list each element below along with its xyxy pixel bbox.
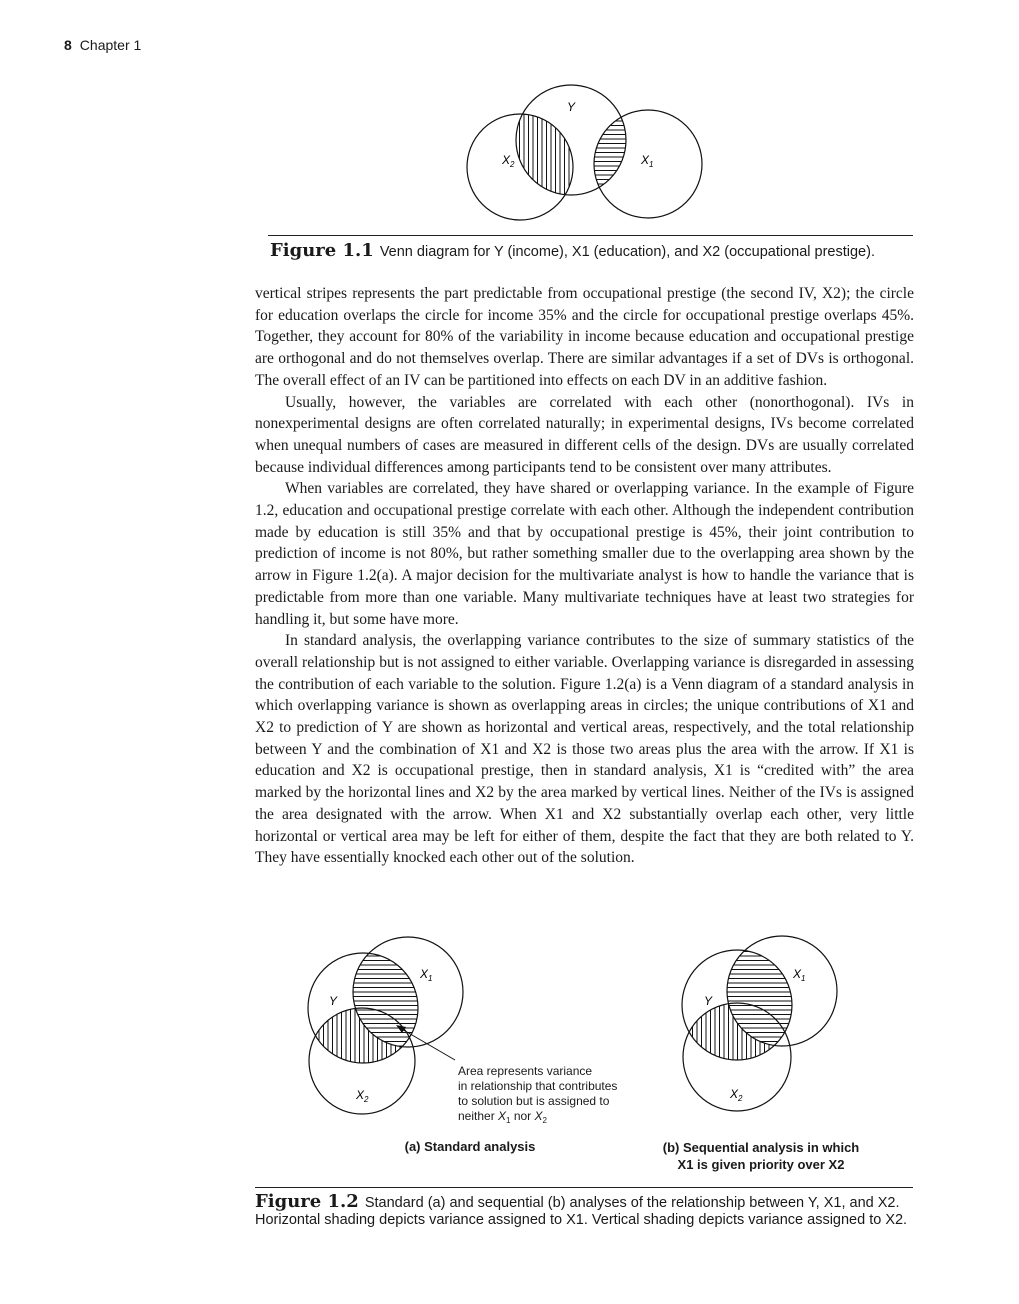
panel-b-sequential-analysis <box>682 936 837 1111</box>
panel-a-annotation <box>458 1064 621 1108</box>
panel-b-label-x1: $X_1$ <box>793 967 806 983</box>
panel-a-label-x1: $X_1$ <box>420 967 433 983</box>
figure-1-2-caption-label: Figure 1.2 <box>255 1191 359 1212</box>
paragraph-4: In standard analysis, the overlapping variance contributes to the size of summary statistics of the overall relationship but is not assigned to either variable. Overlapping variance is disregarded in assessing the contribution of each variable to the solution. Figure 1.2(a) is a Venn diagram of a standard analysis in which overlapping variance is shown as overlapping areas in circles; the unique contributions of X1 and X2 to prediction of Y are shown as horizontal and vertical areas, respectively, and the total relationship between Y and the combination of X1 and X2 is those two areas plus the area with the arrow. If X1 is education and X2 is occupational prestige, then in standard analysis, X1 is “credited with” the area marked by the horizontal lines and X2 by the area marked by vertical lines. Neither of the IVs is assigned the area designated with the arrow. When X1 and X2 substantially overlap each other, very little horizontal or vertical area may be left for either of them, despite the fact that they are both related to Y. They have essentially knocked each other out of the solution. <box>255 632 914 867</box>
panel-a-arrow-line <box>400 1028 455 1060</box>
page-header <box>64 37 141 53</box>
panel-a-standard-analysis <box>308 937 621 1125</box>
panel-b-label-x2: $X_2$ <box>730 1087 743 1103</box>
label-x1: $X_1$ <box>641 153 654 169</box>
paragraph-3: When variables are correlated, they have shared or overlapping variance. In the example of Figure 1.2, education and occupational prestige correlate with each other. Although the independent contribution made by education is still 35% and that by occupational prestige is 45%, their joint contribution to prediction of income is not 80%, but rather something smaller due to the overlapping area shown by the arrow in Figure 1.2(a). A major decision for the multivariate analyst is how to handle the variance that is predictable from more than one variable. Many multivariate techniques have at least two strategies for handling it, but some have more. <box>255 480 914 628</box>
chapter-label: Chapter 1 <box>79 37 142 53</box>
figure-1-1-rule <box>268 235 913 236</box>
figure-1-2-rule <box>255 1187 913 1188</box>
figure-1-1-caption-text: Venn diagram for Y (income), X1 (education), and X2 (occupational prestige). <box>379 244 875 260</box>
annotation-line-3: to solution but is assigned to <box>458 1094 610 1108</box>
panel-b-subcaption-line-2: X1 is given priority over X2 <box>677 1157 845 1172</box>
figure-1-2-caption-text: Standard (a) and sequential (b) analyses of the relationship between Y, X1, and X2. Horizontal shading depicts variance assigned to X1. Vertical shading depicts variance assigned to X2. <box>255 1195 908 1228</box>
figure-1-1-caption <box>270 240 920 261</box>
page-number: 8 <box>64 37 72 53</box>
panel-a-label-y: Y <box>329 994 338 1008</box>
annotation-line-2: in relationship that contributes <box>458 1079 618 1093</box>
figure-1-1-caption-label: Figure 1.1 <box>270 240 374 261</box>
figure-1-1-venn-diagram <box>460 84 710 224</box>
label-x2: $X_2$ <box>502 153 515 169</box>
annotation-line-1: Area represents variance <box>458 1064 593 1078</box>
panel-b-label-y: Y <box>704 994 713 1008</box>
panel-a-label-x2: $X_2$ <box>356 1088 369 1104</box>
panel-a-subcaption: (a) Standard analysis <box>404 1139 536 1154</box>
figure-1-2-caption <box>255 1193 915 1229</box>
paragraph-2: Usually, however, the variables are correlated with each other (nonorthogonal). IVs in nonexperimental designs are often correlated naturally; in experimental designs, IVs become correlated when unequal numbers of cases are measured in different cells of the design. DVs are usually correlated because individual differences among participants tend to be consistent over many attributes. <box>255 393 914 476</box>
paragraph-1: vertical stripes represents the part predictable from occupational prestige (the second IV, X2); the circle for education overlaps the circle for income 35% and the circle for occupational prestige overlaps 45%. Together, they account for 80% of the variability in income because education and occupational prestige are orthogonal and do not themselves overlap. There are similar advantages if a set of DVs is orthogonal. The overall effect of an IV can be partitioned into effects on each DV in an additive fashion. <box>255 285 914 389</box>
body-text <box>255 283 914 869</box>
figure-1-2-venn-diagrams <box>300 928 860 1138</box>
panel-b-subcaption <box>646 1139 876 1173</box>
label-y: Y <box>567 100 576 114</box>
panel-b-subcaption-line-1: (b) Sequential analysis in which <box>662 1140 860 1155</box>
annotation-line-4: neither $X_1$ nor $X_2$ <box>458 1109 547 1125</box>
